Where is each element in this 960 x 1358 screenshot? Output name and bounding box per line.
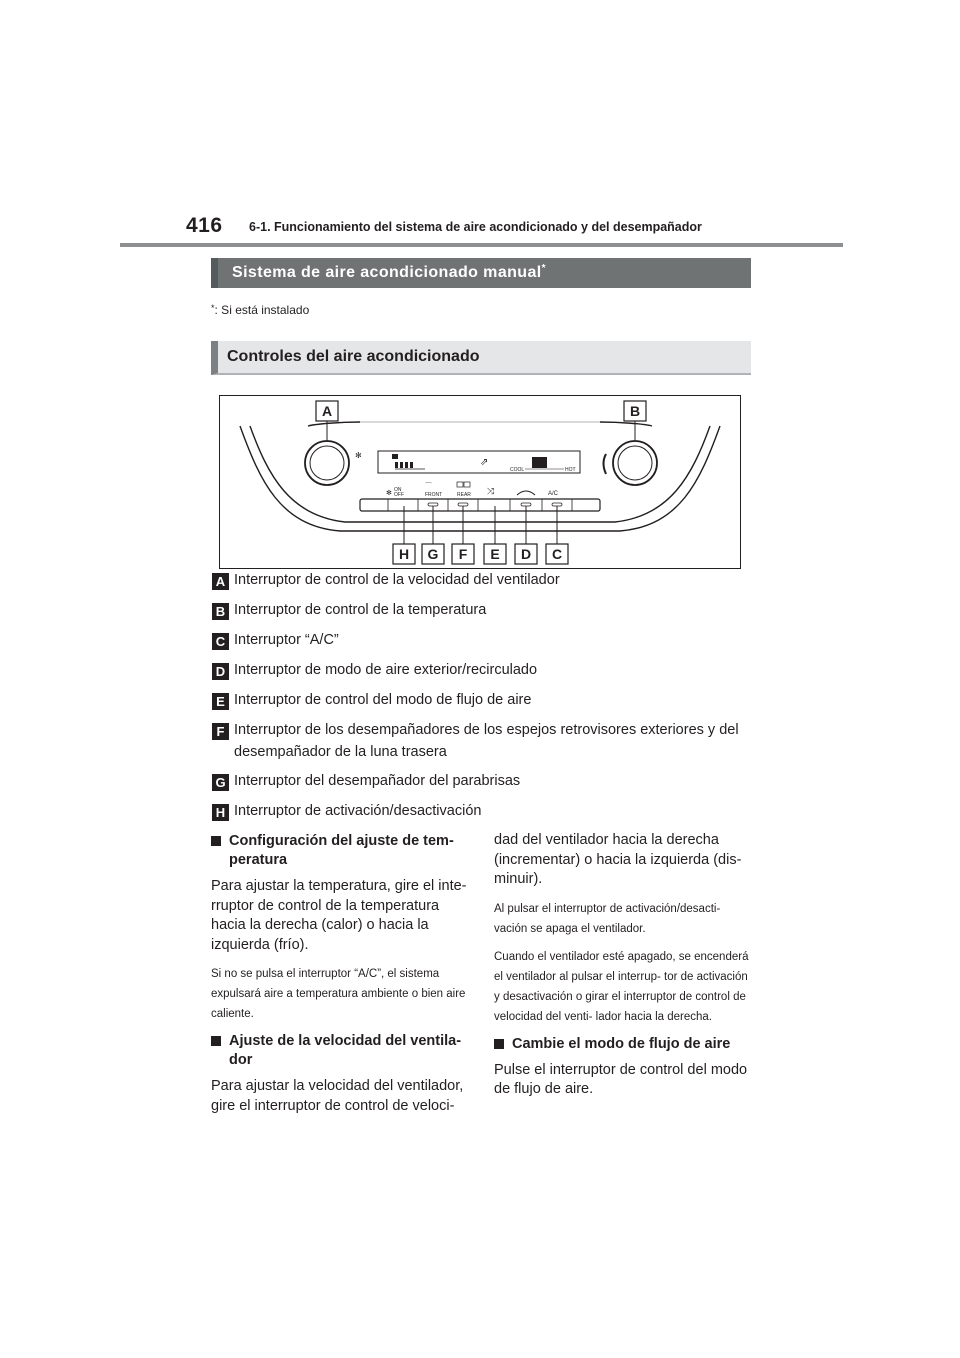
fan-speed-knob [305, 441, 362, 485]
fan-off-note: Al pulsar el interruptor de activación/desacti- vación se apaga el ventilador. [494, 902, 721, 935]
legend-text-d: Interruptor de modo de aire exterior/recirculado [234, 662, 538, 678]
temperature-paragraph: Para ajustar la temperatura, gire el inte- rruptor de control de la temperatura hacia la derecha (calor) o hacia la izquierda (frío). [211, 878, 467, 953]
legend-text-f: Interruptor de los desempañadores de los espejos retrovisores exteriores y del [234, 722, 739, 738]
legend-key-c: C [212, 633, 229, 650]
legend-text-a: Interruptor de control de la velocidad del ventilador [234, 572, 560, 588]
fan-speed-heading [211, 1032, 473, 1070]
footnote [211, 303, 309, 317]
temperature-heading [211, 832, 473, 870]
bullet-square-icon [494, 1039, 504, 1049]
header-rule [120, 243, 843, 247]
callout-e: E [490, 546, 500, 562]
callout-g: G [427, 546, 439, 562]
legend-key-h: H [212, 804, 229, 821]
fan-speed-paragraph-cont: dad del ventilador hacia la derecha (incrementar) o hacia la izquierda (dis- minuir). [494, 832, 742, 887]
legend-text-c: Interruptor “A/C” [234, 632, 339, 648]
legend-key-e: E [212, 693, 229, 710]
section-heading [211, 258, 751, 288]
ac-panel-illustration [220, 396, 740, 568]
callout-h: H [398, 546, 410, 562]
right-column [494, 831, 756, 1109]
callout-d: D [520, 546, 532, 562]
on-label: ON [394, 487, 402, 493]
climate-display [378, 451, 580, 473]
temperature-knob [604, 441, 658, 485]
temperature-note: Si no se pulsa el interruptor “A/C”, el sistema expulsará aire a temperatura ambiente o bien aire caliente. [211, 968, 466, 1020]
off-label: OFF [394, 492, 404, 498]
fan-speed-heading-line1: Ajuste de la velocidad del ventila- [229, 1033, 462, 1049]
callout-b: B [629, 403, 641, 419]
page-number: 416 [186, 214, 223, 237]
fan-speed-heading-line2: dor [229, 1052, 253, 1068]
fan-on-note: Cuando el ventilador esté apagado, se encenderá el ventilador al pulsar el interrup- tor de activación y desactivación o girar el interruptor de control de velocidad del venti- lador hacia la derecha. [494, 950, 749, 1023]
front-label: FRONT [425, 492, 443, 498]
legend-key-f: F [212, 723, 229, 740]
footnote-mark: * [211, 303, 215, 313]
bullet-square-icon [211, 836, 221, 846]
legend-text-h: Interruptor de activación/desactivación [234, 803, 482, 819]
legend-key-a: A [212, 573, 229, 590]
callout-c: C [551, 546, 563, 562]
svg-text:✻: ✻ [355, 451, 362, 460]
hot-label: HOT [565, 467, 576, 473]
legend-key-b: B [212, 603, 229, 620]
legend-item-d [212, 662, 537, 680]
legend-list [212, 572, 772, 832]
airflow-heading [494, 1035, 756, 1054]
temperature-heading-line2: peratura [229, 852, 288, 868]
legend-item-f [212, 722, 739, 740]
left-column [211, 832, 473, 1125]
temperature-heading-line1: Configuración del ajuste de tem- [229, 833, 454, 849]
bullet-square-icon [211, 1036, 221, 1046]
legend-text-f-cont: desempañador de la luna trasera [234, 744, 447, 760]
svg-text:⌒: ⌒ [425, 482, 432, 490]
ac-control-panel-figure [219, 395, 741, 569]
section-title-mark: * [541, 263, 546, 274]
svg-text:⤨: ⤨ [487, 487, 495, 497]
legend-item-c [212, 632, 339, 650]
subsection-heading: Controles del aire acondicionado [211, 341, 751, 375]
ac-label: A/C [548, 491, 559, 497]
svg-text:⇗: ⇗ [480, 457, 489, 468]
airflow-heading-text: Cambie el modo de flujo de aire [512, 1035, 731, 1052]
chapter-title: 6-1. Funcionamiento del sistema de aire acondicionado y del desempañador [249, 220, 702, 234]
svg-text:✻: ✻ [386, 489, 392, 497]
legend-item-h [212, 803, 481, 821]
legend-item-g [212, 773, 520, 791]
legend-text-b: Interruptor de control de la temperatura [234, 602, 487, 618]
rear-label: REAR [457, 492, 471, 498]
legend-key-g: G [212, 774, 229, 791]
section-title: Sistema de aire acondicionado manual [232, 264, 542, 281]
legend-text-e: Interruptor de control del modo de flujo de aire [234, 692, 532, 708]
legend-text-g: Interruptor del desempañador del parabrisas [234, 773, 521, 789]
fan-speed-paragraph: Para ajustar la velocidad del ventilador, gire el interruptor de control de veloci- [211, 1078, 464, 1114]
callout-a: A [321, 403, 333, 419]
legend-item-b [212, 602, 486, 620]
airflow-paragraph: Pulse el interruptor de control del modo de flujo de aire. [494, 1061, 748, 1097]
footnote-text: : Si está instalado [214, 303, 310, 317]
legend-item-e [212, 692, 531, 710]
legend-key-d: D [212, 663, 229, 680]
callout-f: F [458, 546, 468, 562]
cool-label: COOL [510, 467, 525, 473]
legend-item-a [212, 572, 560, 590]
button-strip [360, 482, 600, 511]
